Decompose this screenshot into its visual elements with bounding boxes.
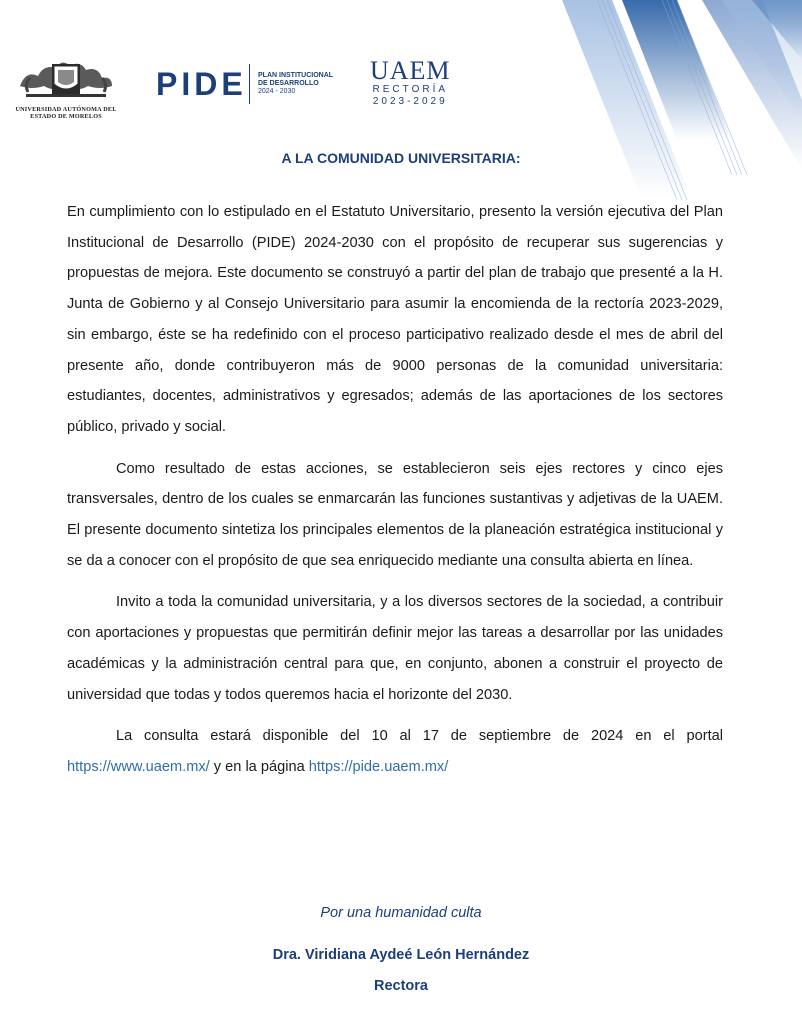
uaem-rectoria-logo: [370, 58, 451, 108]
pide-logo: PIDE: [156, 66, 247, 102]
uaem-sub-line1: RECTORÍA: [372, 84, 449, 95]
paragraph-2: Como resultado de estas acciones, se establecieron seis ejes rectores y cinco ejes transversales, dentro de los cuales se enmarcarán las funciones sustantivas y adjetivas de la UAEM. El presente documento sintetiza los principales elementos de la planeación estratégica institucional y se da a conocer con el propósito de que sea enriquecido mediante una consulta abierta en línea.: [67, 460, 723, 569]
pide-divider: [249, 64, 250, 104]
paragraph-4: [67, 721, 723, 782]
signer-name: Dra. Viridiana Aydeé León Hernández: [272, 947, 530, 963]
closing-motto: Por una humanidad culta: [320, 905, 482, 921]
uaem-portal-link[interactable]: https://www.uaem.mx/: [67, 758, 210, 775]
paragraph-3: Invito a toda la comunidad universitaria, y a los diversos sectores de la sociedad, a contribuir con aportaciones y propuestas que permitirán definir mejor las tareas a desarrollar por las unidades académicas y la administración central para que, en conjunto, abonen a construir el proyecto de universidad que todas y todos queremos hacia el horizonte del 2030.: [67, 594, 723, 703]
signer-role: Rectora: [374, 978, 428, 994]
uaem-logo-text: UAEM: [370, 56, 451, 85]
pide-subtitle: [258, 72, 348, 96]
university-seal: [16, 56, 116, 118]
letter-body: [67, 197, 723, 794]
paragraph-1: En cumplimiento con lo estipulado en el Estatuto Universitario, presento la versión ejecutiva del Plan Institucional de Desarrollo (PIDE) 2024-2030 con el propósito de recuperar sus sugerencias y propuestas de mejora. Este documento se construyó a partir del plan de trabajo que presenté a la H. Junta de Gobierno y al Consejo Universitario para asumir la encomienda de la rectoría 2023-2029, sin embargo, éste se ha redefinido con el proceso participativo realizado desde el mes de abril del presente año, donde contribuyeron más de 9000 personas de la comunidad universitaria: estudiantes, docentes, administrativos y egresados; además de las aportaciones de los sectores público, privado y social.: [67, 204, 723, 435]
pide-sub-line1: PLAN INSTITUCIONAL: [258, 72, 334, 79]
letter-title: A LA COMUNIDAD UNIVERSITARIA:: [281, 150, 521, 166]
pide-page-link[interactable]: https://pide.uaem.mx/: [308, 758, 449, 775]
paragraph-4-text: La consulta estará disponible del 10 al 17 de septiembre de 2024 en el portal: [116, 728, 723, 745]
seal-emblem-icon: [16, 56, 116, 102]
seal-name: UNIVERSIDAD AUTÓNOMA DEL ESTADO DE MORELOS: [15, 106, 117, 120]
paragraph-4-mid: y en la página: [209, 758, 309, 775]
pide-sub-line2: DE DESARROLLO: [258, 80, 319, 87]
pide-sub-line3: 2024 - 2030: [258, 88, 296, 95]
letterhead: [16, 52, 476, 122]
decorative-stripes: [502, 0, 802, 200]
uaem-sub-line2: 2023-2029: [372, 96, 448, 107]
